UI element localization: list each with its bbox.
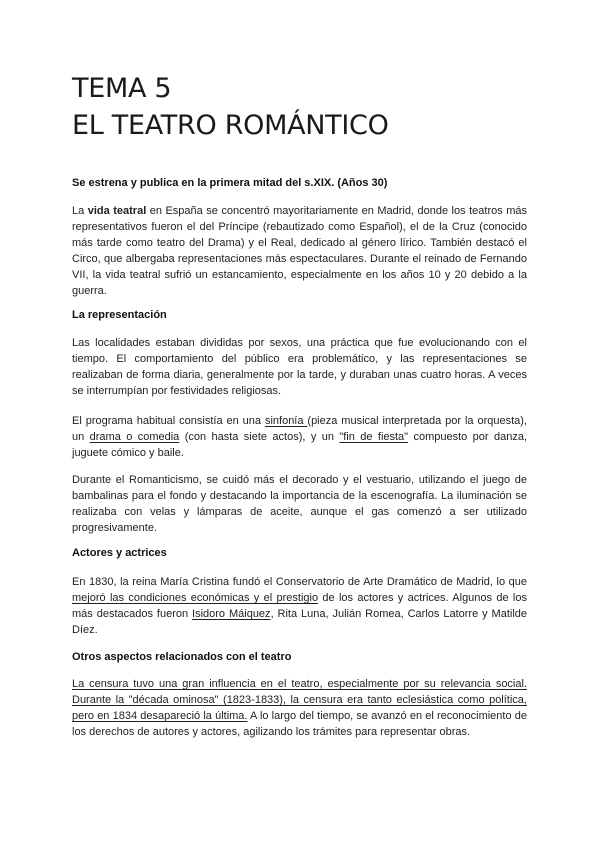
text-run: En 1830, la reina María Cristina fundó el Conservatorio de Arte Dramático de Madrid, lo que <box>72 576 527 588</box>
section-estreno-body <box>72 203 527 299</box>
page-title <box>72 70 389 144</box>
underlined-term: Isidoro Máiquez <box>192 608 271 620</box>
paragraph <box>72 413 527 461</box>
section-actores-body <box>72 574 527 638</box>
section-representacion <box>72 308 527 323</box>
underlined-term: mejoró las condiciones económicas y el prestigio <box>72 592 319 604</box>
section-representacion-p2 <box>72 413 527 461</box>
title-line-1: TEMA 5 <box>72 73 172 104</box>
text-run: (pieza musical interpretada por la orquesta), un <box>72 415 527 443</box>
paragraph: Las localidades estaban divididas por sexos, una práctica que fue evolucionando con el tiempo. El comportamiento del público era problemático, y las representaciones se realizaban de forma diaria, generalmente por la tarde, y duraban unas cuatro horas. A veces se interrumpían por festividades religiosas. <box>72 337 527 397</box>
title-line-2: EL TEATRO ROMÁNTICO <box>72 110 389 141</box>
underlined-term: sinfonía <box>264 415 308 427</box>
section-heading: La representación <box>72 309 167 321</box>
underlined-term: drama o comedia <box>89 431 180 443</box>
text-run: de los actores y actrices. Algunos de los más destacados fueron <box>72 592 527 620</box>
section-actores <box>72 546 527 561</box>
paragraph <box>72 676 527 740</box>
underlined-term: "fin de fiesta" <box>339 431 409 443</box>
text-run: compuesto por danza, juguete cómico y baile. <box>72 431 528 459</box>
text-run: El programa habitual consistía en una <box>72 415 265 427</box>
paragraph: Durante el Romanticismo, se cuidó más el decorado y el vestuario, utilizando el juego de bambalinas para el fondo y destacando la importancia de la escenografía. La iluminación se realizaba con velas y lámparas de aceite, aunque el gas comenzó a ser utilizado progresivamente. <box>72 474 527 534</box>
text-run: La <box>72 205 88 217</box>
section-otros <box>72 650 527 665</box>
underlined-passage: La censura tuvo una gran influencia en el teatro, especialmente por su relevancia social. Durante la "década ominosa" (1823-1833), la censura era tanto eclesiástica como política, pero en 1834 desapareció la última. <box>72 678 527 722</box>
bold-term: vida teatral <box>87 205 147 217</box>
section-heading: Otros aspectos relacionados con el teatro <box>72 651 292 663</box>
section-heading: Actores y actrices <box>72 547 167 559</box>
text-run: A lo largo del tiempo, se avanzó en el reconocimiento de los derechos de autores y actores, agilizando los trámites para representar obras. <box>72 710 527 738</box>
text-run: , Rita Luna, Julián Romea, Carlos Latorre y Matilde Díez. <box>72 608 528 636</box>
paragraph <box>72 203 527 299</box>
text-run: (con hasta siete actos), y un <box>179 431 340 443</box>
paragraph <box>72 574 527 638</box>
section-representacion-p3 <box>72 472 527 536</box>
section-otros-body <box>72 676 527 740</box>
section-heading: Se estrena y publica en la primera mitad del s.XIX. (Años 30) <box>72 177 388 189</box>
text-run: en España se concentró mayoritariamente en Madrid, donde los teatros más representativos fueron el del Príncipe (rebautizado como Español), el de la Cruz (conocido más tarde como teatro del Drama) y el Real, dedicado al género lírico. También destacó el Circo, que albergaba representaciones más espectaculares. Durante el reinado de Fernando VII, la vida teatral sufrió un estancamiento, especialmente en los años 10 y 20 debido a la guerra. <box>72 205 527 297</box>
section-estreno <box>72 176 527 191</box>
section-representacion-p1 <box>72 335 527 399</box>
